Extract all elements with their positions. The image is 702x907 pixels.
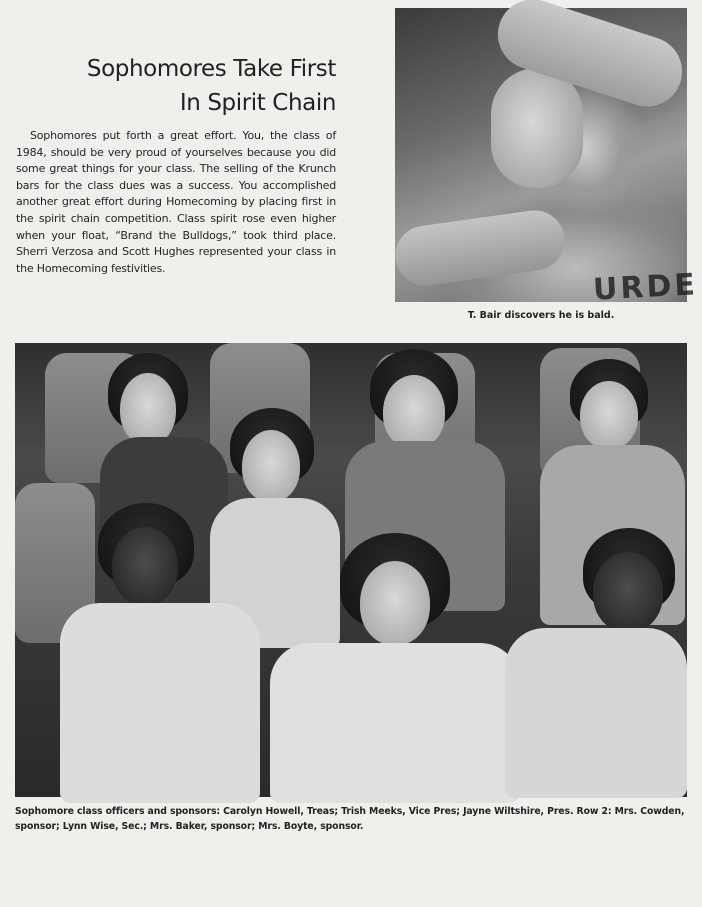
top-photo-caption: T. Bair discovers he is bald. <box>467 310 615 321</box>
photo-class-officers-group <box>15 343 687 797</box>
photo-student-hand-on-head <box>395 8 699 308</box>
headline-line-2: In Spirit Chain <box>179 90 336 116</box>
photo-head-shape <box>491 68 583 188</box>
headline-line-1: Sophomores Take First <box>86 56 336 82</box>
group-photo-caption: Sophomore class officers and sponsors: Carolyn Howell, Treas; Trish Meeks, Vice Pres; Jayne Wiltshire, Pres. Row 2: Mrs. Cowden, sponsor; Lynn Wise, Sec.; Mrs. Baker, sponsor; Mrs. Boyte, sponsor. <box>15 806 685 832</box>
photo-arm-shape <box>392 206 569 289</box>
article-headline <box>40 52 336 120</box>
photo-shirt-lettering: URDE <box>592 267 699 308</box>
article-body: Sophomores put forth a great effort. You, the class of 1984, should be very proud of yourselves because you did some great things for your class. The selling of the Krunch bars for the class dues was a success. You accomplished another great effort during Homecoming by placing first in the spirit chain competition. Class spirit rose even higher when your float, “Brand the Bulldogs,” took third place. Sherri Verzosa and Scott Hughes represented your class in the Homecoming festivities. <box>16 129 336 275</box>
